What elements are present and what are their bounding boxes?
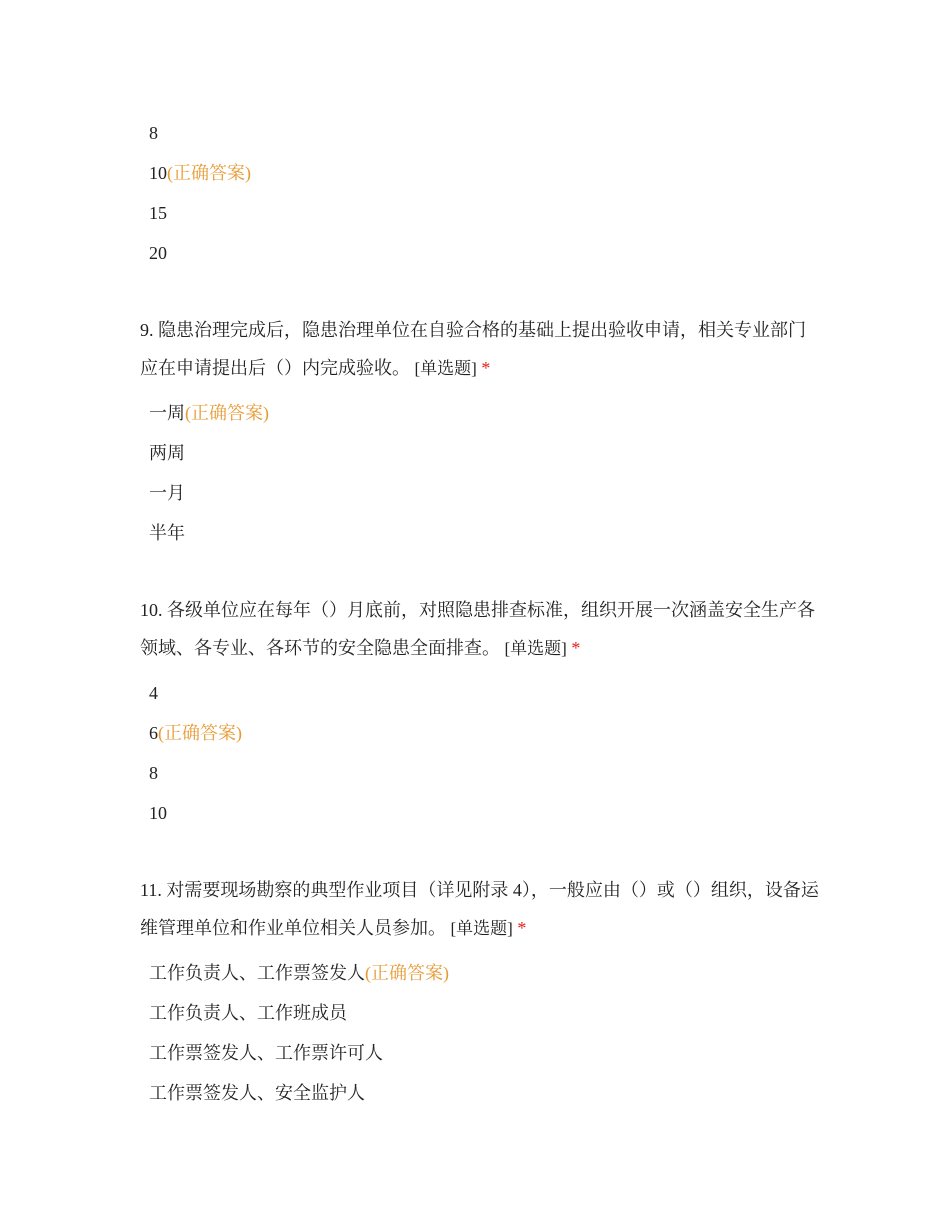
q10-option-4 xyxy=(149,802,167,824)
q8-option-4 xyxy=(149,242,167,264)
question-text: 10. 各级单位应在每年（）月底前，对照隐患排查标准，组织开展一次涵盖安全生产各领域、各专业、各环节的安全隐患全面排查。 xyxy=(140,600,815,658)
question-text: 9. 隐患治理完成后，隐患治理单位在自验合格的基础上提出验收申请，相关专业部门应在申请提出后（）内完成验收。 xyxy=(140,320,806,378)
option-text: 半年 xyxy=(149,523,185,543)
q10-option-2 xyxy=(149,722,242,744)
correct-answer-label: (正确答案) xyxy=(167,163,251,183)
option-text: 工作负责人、工作班成员 xyxy=(149,1003,347,1023)
required-mark: * xyxy=(481,358,491,378)
option-text: 一月 xyxy=(149,483,185,503)
correct-answer-label: (正确答案) xyxy=(365,963,449,983)
question-text: 11. 对需要现场勘察的典型作业项目（详见附录 4），一般应由（）或（）组织，设备运维管理单位和作业单位相关人员参加。 xyxy=(140,880,819,938)
option-text: 15 xyxy=(149,203,167,223)
question-type-label: [单选题] xyxy=(450,919,513,938)
q11-option-2 xyxy=(149,1002,347,1024)
option-text: 8 xyxy=(149,123,158,143)
question-9 xyxy=(140,311,820,388)
question-11 xyxy=(140,871,820,948)
option-text: 两周 xyxy=(149,443,185,463)
q8-option-2 xyxy=(149,162,251,184)
q9-option-4 xyxy=(149,522,185,544)
option-text: 10 xyxy=(149,163,167,183)
option-text: 工作票签发人、工作票许可人 xyxy=(149,1043,383,1063)
option-text: 10 xyxy=(149,803,167,823)
q9-option-2 xyxy=(149,442,185,464)
question-type-label: [单选题] xyxy=(504,639,567,658)
option-text: 6 xyxy=(149,723,158,743)
correct-answer-label: (正确答案) xyxy=(158,723,242,743)
q11-option-3 xyxy=(149,1042,383,1064)
option-text: 一周 xyxy=(149,403,185,423)
required-mark: * xyxy=(571,638,581,658)
option-text: 8 xyxy=(149,763,158,783)
option-text: 4 xyxy=(149,683,158,703)
q10-option-3 xyxy=(149,762,158,784)
q10-option-1 xyxy=(149,682,158,704)
question-10 xyxy=(140,591,820,668)
option-text: 20 xyxy=(149,243,167,263)
q9-option-1 xyxy=(149,402,269,424)
q8-option-1 xyxy=(149,122,158,144)
q11-option-4 xyxy=(149,1082,365,1104)
q8-option-3 xyxy=(149,202,167,224)
required-mark: * xyxy=(517,918,527,938)
q9-option-3 xyxy=(149,482,185,504)
q11-option-1 xyxy=(149,962,449,984)
correct-answer-label: (正确答案) xyxy=(185,403,269,423)
option-text: 工作票签发人、安全监护人 xyxy=(149,1083,365,1103)
question-type-label: [单选题] xyxy=(414,359,477,378)
option-text: 工作负责人、工作票签发人 xyxy=(149,963,365,983)
